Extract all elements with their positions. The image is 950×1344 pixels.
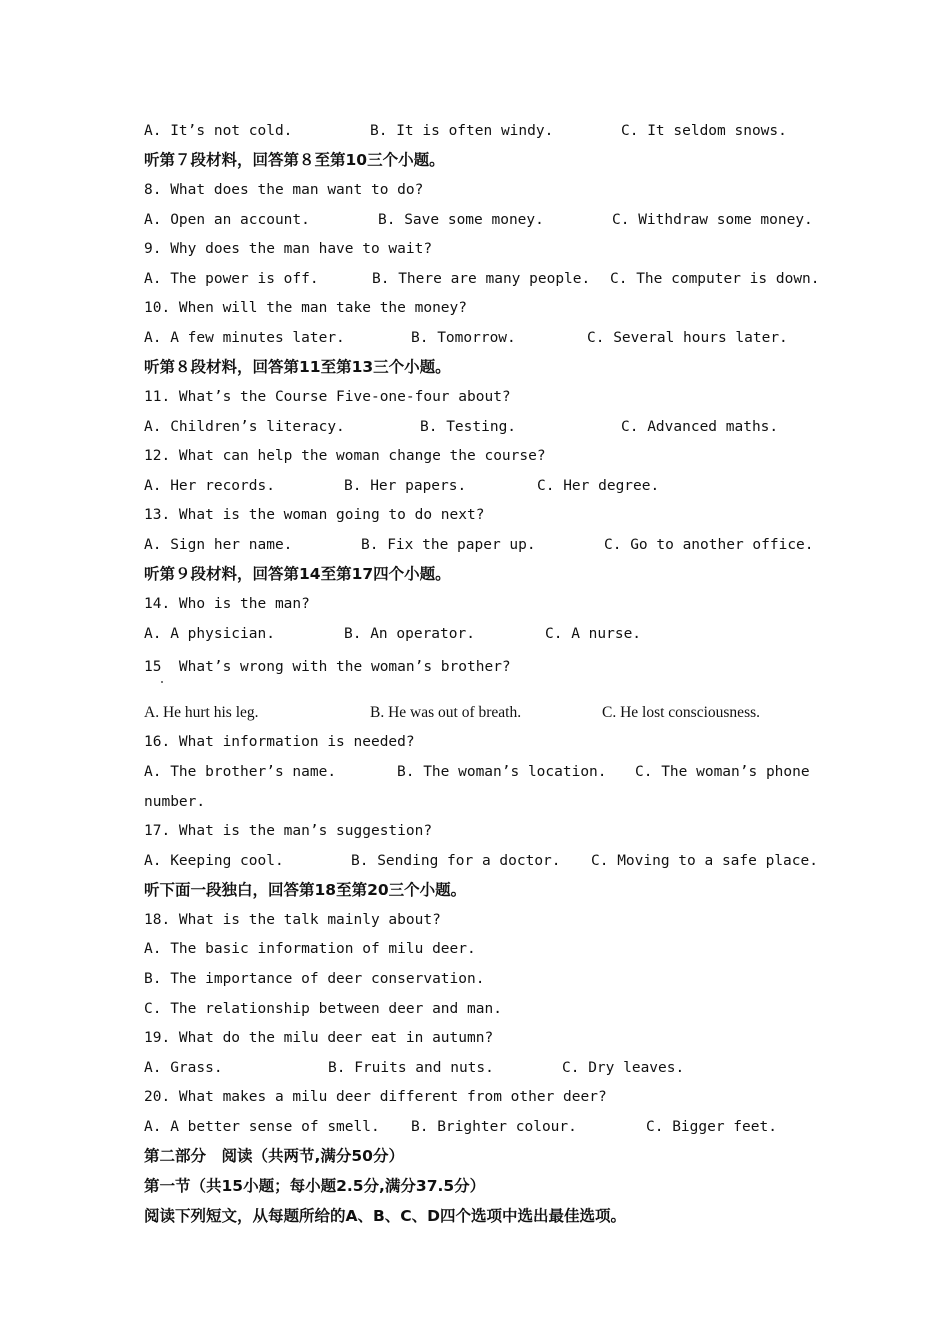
q18-option-c: C. The relationship between deer and man. xyxy=(144,1001,502,1017)
q13-option-c: C. Go to another office. xyxy=(604,537,814,553)
q7-option-c: C. It seldom snows. xyxy=(621,123,787,139)
q17-options xyxy=(144,852,824,870)
q18-stem: 18. What is the talk mainly about? xyxy=(144,912,441,928)
q11-option-a: A. Children’s literacy. xyxy=(144,419,345,435)
section-9-heading: 听第９段材料，回答第14至第17四个小题。 xyxy=(144,565,451,583)
q10-options xyxy=(144,329,824,347)
section-10-heading: 听下面一段独白，回答第18至第20三个小题。 xyxy=(144,881,467,899)
q15-option-c: C. He lost consciousness. xyxy=(602,704,761,721)
q13-stem: 13. What is the woman going to do next? xyxy=(144,507,485,523)
q13-options xyxy=(144,536,824,554)
q11-options xyxy=(144,418,824,436)
q13-option-b: B. Fix the paper up. xyxy=(361,537,536,553)
q8-option-c: C. Withdraw some money. xyxy=(612,212,813,228)
q14-option-c: C. A nurse. xyxy=(545,626,642,642)
q10-stem: 10. When will the man take the money? xyxy=(144,300,468,316)
part-2-section-1-heading: 第一节（共15小题；每小题2.5分,满分37.5分） xyxy=(144,1177,486,1195)
q17-stem: 17. What is the man’s suggestion? xyxy=(144,823,433,839)
q10-option-b: B. Tomorrow. xyxy=(411,330,516,346)
q9-option-a: A. The power is off. xyxy=(144,271,319,287)
q10-option-c: C. Several hours later. xyxy=(587,330,788,346)
q17-option-a: A. Keeping cool. xyxy=(144,853,284,869)
q12-option-b: B. Her papers. xyxy=(344,478,467,494)
q16-option-c-continuation: number. xyxy=(144,794,206,810)
q20-options xyxy=(144,1118,824,1136)
q13-option-a: A. Sign her name. xyxy=(144,537,293,553)
q18-option-a: A. The basic information of milu deer. xyxy=(144,941,476,957)
q12-option-c: C. Her degree. xyxy=(537,478,660,494)
q16-option-b: B. The woman’s location. xyxy=(397,764,607,780)
q20-option-b: B. Brighter colour. xyxy=(411,1119,577,1135)
q12-stem: 12. What can help the woman change the course? xyxy=(144,448,546,464)
q12-option-a: A. Her records. xyxy=(144,478,275,494)
q18-option-b: B. The importance of deer conservation. xyxy=(144,971,485,987)
q15-option-a: A. He hurt his leg. xyxy=(144,704,259,721)
q9-stem: 9. Why does the man have to wait? xyxy=(144,241,433,257)
q20-option-a: A. A better sense of smell. xyxy=(144,1119,380,1135)
q15-options xyxy=(144,704,824,722)
q15-option-b: B. He was out of breath. xyxy=(370,704,522,721)
q16-options xyxy=(144,763,824,781)
q16-option-c: C. The woman’s phone xyxy=(635,764,810,780)
q19-options xyxy=(144,1059,824,1077)
q19-option-a: A. Grass. xyxy=(144,1060,223,1076)
q10-option-a: A. A few minutes later. xyxy=(144,330,345,346)
q17-option-b: B. Sending for a doctor. xyxy=(351,853,561,869)
stray-mark xyxy=(161,681,163,683)
q7-option-b: B. It is often windy. xyxy=(370,123,554,139)
section-7-heading: 听第７段材料，回答第８至第10三个小题。 xyxy=(144,151,445,169)
q17-option-c: C. Moving to a safe place. xyxy=(591,853,818,869)
q19-option-c: C. Dry leaves. xyxy=(562,1060,685,1076)
q16-option-a: A. The brother’s name. xyxy=(144,764,337,780)
q14-option-a: A. A physician. xyxy=(144,626,275,642)
section-8-heading: 听第８段材料，回答第11至第13三个小题。 xyxy=(144,358,451,376)
q8-options xyxy=(144,211,824,229)
q11-option-c: C. Advanced maths. xyxy=(621,419,779,435)
q9-option-b: B. There are many people. xyxy=(372,271,591,287)
q14-stem: 14. Who is the man? xyxy=(144,596,310,612)
q8-stem: 8. What does the man want to do? xyxy=(144,182,424,198)
q11-stem: 11. What’s the Course Five-one-four about? xyxy=(144,389,511,405)
q20-option-c: C. Bigger feet. xyxy=(646,1119,777,1135)
q14-options xyxy=(144,625,824,643)
q7-options xyxy=(144,122,824,140)
q15-stem: 15 What’s wrong with the woman’s brother? xyxy=(144,659,511,675)
q11-option-b: B. Testing. xyxy=(420,419,517,435)
q7-option-a: A. It’s not cold. xyxy=(144,123,293,139)
q20-stem: 20. What makes a milu deer different from other deer? xyxy=(144,1089,607,1105)
q8-option-a: A. Open an account. xyxy=(144,212,310,228)
q12-options xyxy=(144,477,824,495)
q9-options xyxy=(144,270,824,288)
part-2-heading: 第二部分 阅读（共两节,满分50分） xyxy=(144,1147,404,1165)
q8-option-b: B. Save some money. xyxy=(378,212,544,228)
q19-stem: 19. What do the milu deer eat in autumn? xyxy=(144,1030,494,1046)
q16-stem: 16. What information is needed? xyxy=(144,734,415,750)
reading-instruction: 阅读下列短文，从每题所给的A、B、C、D四个选项中选出最佳选项。 xyxy=(144,1207,627,1225)
q14-option-b: B. An operator. xyxy=(344,626,475,642)
q9-option-c: C. The computer is down. xyxy=(610,271,820,287)
q19-option-b: B. Fruits and nuts. xyxy=(328,1060,494,1076)
